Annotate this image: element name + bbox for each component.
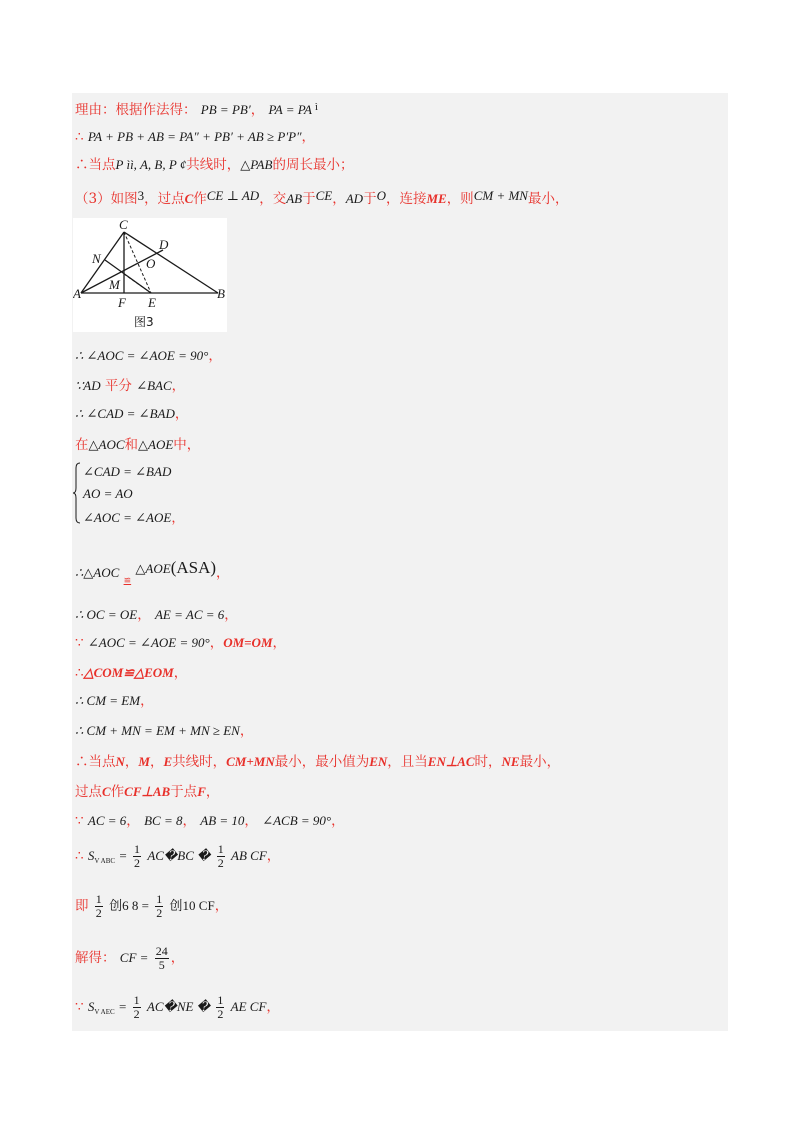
- line-text: ，: [239, 723, 254, 739]
- fraction-numerator: 24: [155, 944, 168, 958]
- line-text: 平分: [104, 378, 132, 394]
- fraction-denominator: 2: [156, 906, 163, 920]
- math-glyph: ì: [314, 101, 319, 113]
- text-line-3: [75, 156, 353, 174]
- congruent-symbol: ≌: [123, 576, 132, 586]
- line-text: ，: [301, 129, 316, 145]
- text-line-7: [75, 405, 188, 423]
- math-expression: ∴△AOC: [75, 565, 120, 580]
- line-text: ，: [216, 565, 230, 581]
- fraction-numerator: 1: [156, 892, 163, 906]
- math-expression: EN: [369, 754, 388, 769]
- label-m: M: [109, 277, 120, 292]
- fraction-numerator: 1: [134, 842, 141, 856]
- math-expression: AC�NE �: [146, 999, 211, 1014]
- fraction-numerator: 1: [217, 993, 224, 1007]
- line-text: ，过点: [144, 191, 185, 207]
- because-symbol: ∵: [75, 635, 84, 651]
- math-operator: =: [118, 999, 127, 1014]
- line-text: ，: [174, 406, 189, 422]
- line-text: ，: [205, 784, 220, 800]
- math-expression: NE: [501, 754, 520, 769]
- text-line-18: [75, 812, 345, 830]
- fraction: [217, 843, 225, 870]
- math-expression: AB: [286, 191, 303, 206]
- math-expression: EN⊥AC: [427, 754, 475, 769]
- fraction-denominator: 2: [133, 1007, 140, 1021]
- math-expression: CF⊥AB: [124, 784, 171, 799]
- label-d: D: [159, 237, 169, 252]
- text-line-12: [75, 634, 286, 652]
- line-text: ，: [214, 898, 229, 914]
- system-line-2: AO = AO: [83, 486, 133, 501]
- math-subscript: V ABC: [94, 857, 116, 865]
- math-expression: ∠BAC: [136, 378, 172, 393]
- line-text: ，: [332, 191, 346, 207]
- label-a: A: [73, 286, 81, 301]
- math-expression: PA + PB + AB = PA″ + PB′ + AB ≥ P′P″: [87, 129, 302, 144]
- line-text: ，: [244, 813, 258, 829]
- text-line-4: [75, 187, 568, 208]
- math-expression: ∠AOC = ∠AOE = 90°: [87, 635, 210, 650]
- therefore-symbol: ∴: [75, 848, 84, 864]
- math-expression: ∴ OC = OE: [75, 607, 138, 622]
- text-line-13: [75, 664, 187, 682]
- math-expression: ∠AOC = ∠AOE: [83, 510, 172, 525]
- math-expression: PA = PA: [268, 102, 315, 117]
- line-text: ，且当: [387, 754, 428, 770]
- fraction: [155, 945, 169, 972]
- therefore-symbol: ∴: [75, 129, 84, 145]
- figure-caption: 图3: [134, 315, 154, 329]
- math-expression: S: [87, 848, 95, 863]
- text-line-15: [75, 722, 253, 740]
- fraction: [95, 893, 103, 920]
- line-text: ，: [171, 511, 185, 526]
- geometry-figure: [73, 218, 227, 332]
- math-expression: △AOC: [88, 437, 125, 452]
- math-expression: P ìì, A, B, P ¢: [115, 157, 187, 172]
- fraction: [155, 893, 163, 920]
- math-expression: AC = 6: [87, 813, 127, 828]
- line-text: ，: [208, 348, 222, 364]
- point-label: N: [115, 754, 125, 769]
- math-expression: O: [376, 188, 386, 203]
- fraction: [133, 994, 141, 1021]
- line-text: 在: [75, 437, 89, 453]
- line-text: 时，: [474, 754, 502, 770]
- line-text: ，: [171, 378, 186, 394]
- text-line-20: [75, 893, 228, 920]
- line-text: ，连接: [385, 191, 427, 207]
- line-text: 于: [302, 191, 316, 207]
- point-label: E: [163, 754, 173, 769]
- line-text: 解得：: [75, 950, 116, 966]
- line-text: ，: [182, 813, 196, 829]
- line-text: ，交: [259, 191, 287, 207]
- line-text: ，: [126, 813, 140, 829]
- line-text: ，: [137, 607, 151, 623]
- line-text: 于点: [170, 784, 198, 800]
- therefore-symbol: ∴: [75, 665, 84, 681]
- line-text: 理由：根据作法得：: [75, 102, 197, 118]
- fraction-denominator: 5: [158, 958, 165, 972]
- text-line-21: [75, 945, 184, 972]
- math-expression: CF =: [119, 950, 149, 965]
- math-expression: 创10 CF: [169, 898, 215, 913]
- math-expression: ∠ACB = 90°: [262, 813, 332, 828]
- label-b: B: [217, 286, 225, 301]
- label-e: E: [148, 295, 156, 310]
- math-subscript: V AEC: [94, 1008, 115, 1016]
- because-symbol: ∵: [75, 999, 84, 1015]
- figure-ref: 3: [137, 188, 145, 203]
- line-text: 共线时，: [186, 157, 241, 173]
- segment-label: ME: [426, 191, 447, 206]
- line-text: 过点: [75, 784, 102, 800]
- line-text: 共线时，: [172, 754, 227, 770]
- line-text: 最小，: [519, 754, 561, 770]
- point-label: C: [102, 784, 111, 799]
- math-expression: ∴ CM = EM: [75, 693, 141, 708]
- math-expression: △PAB: [240, 157, 273, 172]
- text-line-6: [75, 377, 185, 395]
- triangle-diagram: [73, 218, 227, 332]
- line-text: 最小，最小值为: [274, 754, 370, 770]
- math-expression: △AOE: [135, 561, 171, 576]
- fraction-denominator: 2: [217, 856, 224, 870]
- line-text: ，: [272, 635, 287, 651]
- fraction: [216, 994, 224, 1021]
- line-text: ∴当点: [75, 157, 116, 173]
- fraction-numerator: 1: [95, 892, 102, 906]
- line-text: ，: [266, 848, 281, 864]
- line-text: 的周长最小；: [272, 157, 354, 173]
- fraction-denominator: 2: [217, 1007, 224, 1021]
- text-line-1: [75, 98, 318, 119]
- math-operator: =: [119, 848, 127, 863]
- label-o: O: [146, 256, 156, 271]
- line-text: 和: [124, 437, 138, 453]
- line-text: ，: [140, 693, 154, 709]
- line-text: ，: [149, 754, 164, 770]
- line-text: 最小，: [527, 191, 569, 207]
- line-text: （3）如图: [75, 191, 138, 207]
- text-line-10: [75, 559, 230, 590]
- math-expression: AE CF: [230, 999, 267, 1014]
- point-label: M: [138, 754, 150, 769]
- math-expression: CE: [315, 188, 333, 203]
- line-text: ，: [331, 813, 345, 829]
- fraction-numerator: 1: [133, 993, 140, 1007]
- text-line-19: [75, 843, 280, 870]
- fraction: [133, 843, 141, 870]
- fraction-numerator: 1: [217, 842, 224, 856]
- line-text: ，: [250, 102, 265, 118]
- line-text: 中，: [173, 437, 201, 453]
- text-line-14: [75, 692, 154, 710]
- line-text: 即: [75, 898, 89, 914]
- fraction-denominator: 2: [134, 856, 141, 870]
- label-n: N: [92, 251, 101, 266]
- line-text: ，则: [446, 191, 474, 207]
- line-text: ，: [266, 999, 280, 1015]
- line-text: ∴当点: [75, 754, 116, 770]
- because-symbol: ∵: [75, 813, 84, 829]
- point-label: C: [184, 191, 194, 206]
- math-expression: PB = PB′: [200, 102, 251, 117]
- point-label: F: [197, 784, 206, 799]
- math-expression: CM+MN: [226, 754, 275, 769]
- math-expression: △AOE: [138, 437, 174, 452]
- math-expression: 创6 8 =: [109, 898, 149, 913]
- label-f: F: [118, 295, 126, 310]
- line-text: ，: [209, 635, 224, 651]
- math-expression: ∵AD: [75, 378, 101, 393]
- math-expression: (ASA): [170, 558, 217, 577]
- label-c: C: [119, 218, 128, 232]
- math-expression: CM + MN: [473, 188, 528, 203]
- math-expression: AE = AC = 6: [154, 607, 225, 622]
- math-expression: ∴ ∠AOC = ∠AOE = 90°: [75, 348, 209, 363]
- math-expression: AC�BC �: [147, 848, 211, 863]
- text-line-17: [75, 783, 219, 801]
- math-expression: BC = 8: [144, 813, 183, 828]
- text-line-5: [75, 347, 222, 365]
- line-text: ，: [124, 754, 139, 770]
- text-line-11: [75, 606, 238, 624]
- math-expression: CE ⊥ AD: [206, 188, 260, 203]
- math-expression: ∴ CM + MN = EM + MN ≥ EN: [75, 723, 240, 738]
- text-line-16: [75, 753, 560, 771]
- math-expression: S: [87, 999, 95, 1014]
- line-text: ，: [224, 607, 238, 623]
- math-expression: AB = 10: [200, 813, 245, 828]
- fraction-denominator: 2: [95, 906, 102, 920]
- math-expression: ∴ ∠CAD = ∠BAD: [75, 406, 175, 421]
- line-text: 作: [110, 784, 125, 800]
- math-expression: △COM≌△EOM: [83, 665, 174, 680]
- math-expression: AB CF: [231, 848, 267, 863]
- line-text: ，: [170, 950, 185, 966]
- math-expression: AD: [345, 191, 364, 206]
- system-line-1: ∠CAD = ∠BAD: [83, 464, 172, 479]
- text-line-2: [75, 128, 315, 146]
- text-line-22: [75, 994, 280, 1021]
- line-text: 作: [193, 191, 207, 207]
- line-text: 于: [363, 191, 377, 207]
- left-brace: [73, 462, 81, 524]
- system-line-3: [83, 507, 184, 526]
- line-text: ，: [173, 665, 188, 681]
- text-line-8: [75, 436, 200, 454]
- math-expression: OM=OM: [223, 635, 273, 650]
